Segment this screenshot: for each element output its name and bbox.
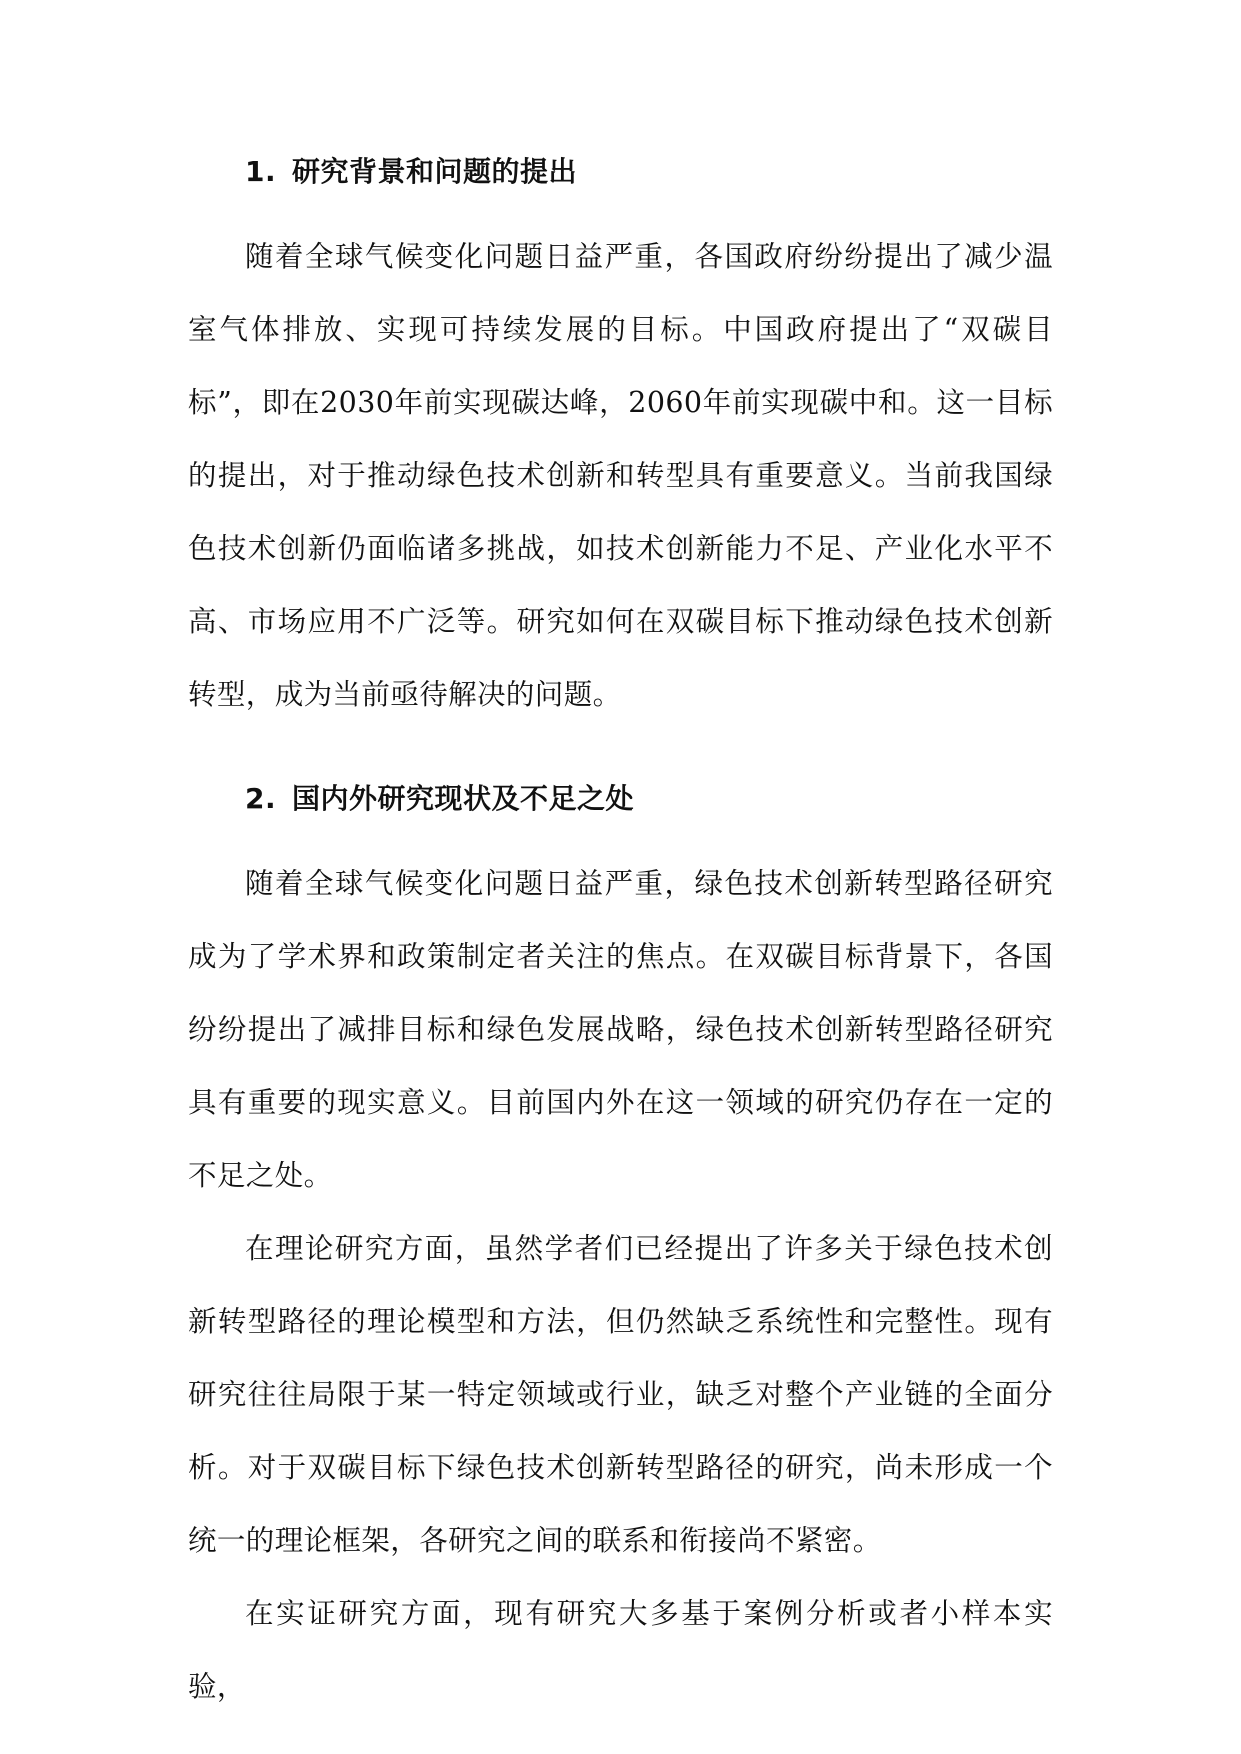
paragraph: 随着全球气候变化问题日益严重，绿色技术创新转型路径研究成为了学术界和政策制定者关注的焦点。在双碳目标背景下，各国纷纷提出了减排目标和绿色发展战略，绿色技术创新转型路径研究具有重要的现实意义。目前国内外在这一领域的研究仍存在一定的不足之处。	[188, 867, 1053, 1192]
section-heading-1	[188, 148, 1053, 196]
paragraph: 在实证研究方面，现有研究大多基于案例分析或者小样本实验，	[188, 1597, 1053, 1703]
document-body	[188, 148, 1053, 1723]
paragraph: 在理论研究方面，虽然学者们已经提出了许多关于绿色技术创新转型路径的理论模型和方法，但仍然缺乏系统性和完整性。现有研究往往局限于某一特定领域或行业，缺乏对整个产业链的全面分析。对于双碳目标下绿色技术创新转型路径的研究，尚未形成一个统一的理论框架，各研究之间的联系和衔接尚不紧密。	[188, 1232, 1053, 1557]
section-number: 1.	[245, 155, 277, 188]
spacer	[188, 731, 1053, 775]
paragraph: 随着全球气候变化问题日益严重，各国政府纷纷提出了减少温室气体排放、实现可持续发展的目标。中国政府提出了“双碳目标”，即在2030年前实现碳达峰，2060年前实现碳中和。这一目标的提出，对于推动绿色技术创新和转型具有重要意义。当前我国绿色技术创新仍面临诸多挑战，如技术创新能力不足、产业化水平不高、市场应用不广泛等。研究如何在双碳目标下推动绿色技术创新转型，成为当前亟待解决的问题。	[188, 240, 1053, 711]
section-title: 国内外研究现状及不足之处	[292, 782, 635, 815]
section-heading-2	[188, 775, 1053, 823]
section-title: 研究背景和问题的提出	[292, 155, 578, 188]
section-number: 2.	[245, 782, 277, 815]
